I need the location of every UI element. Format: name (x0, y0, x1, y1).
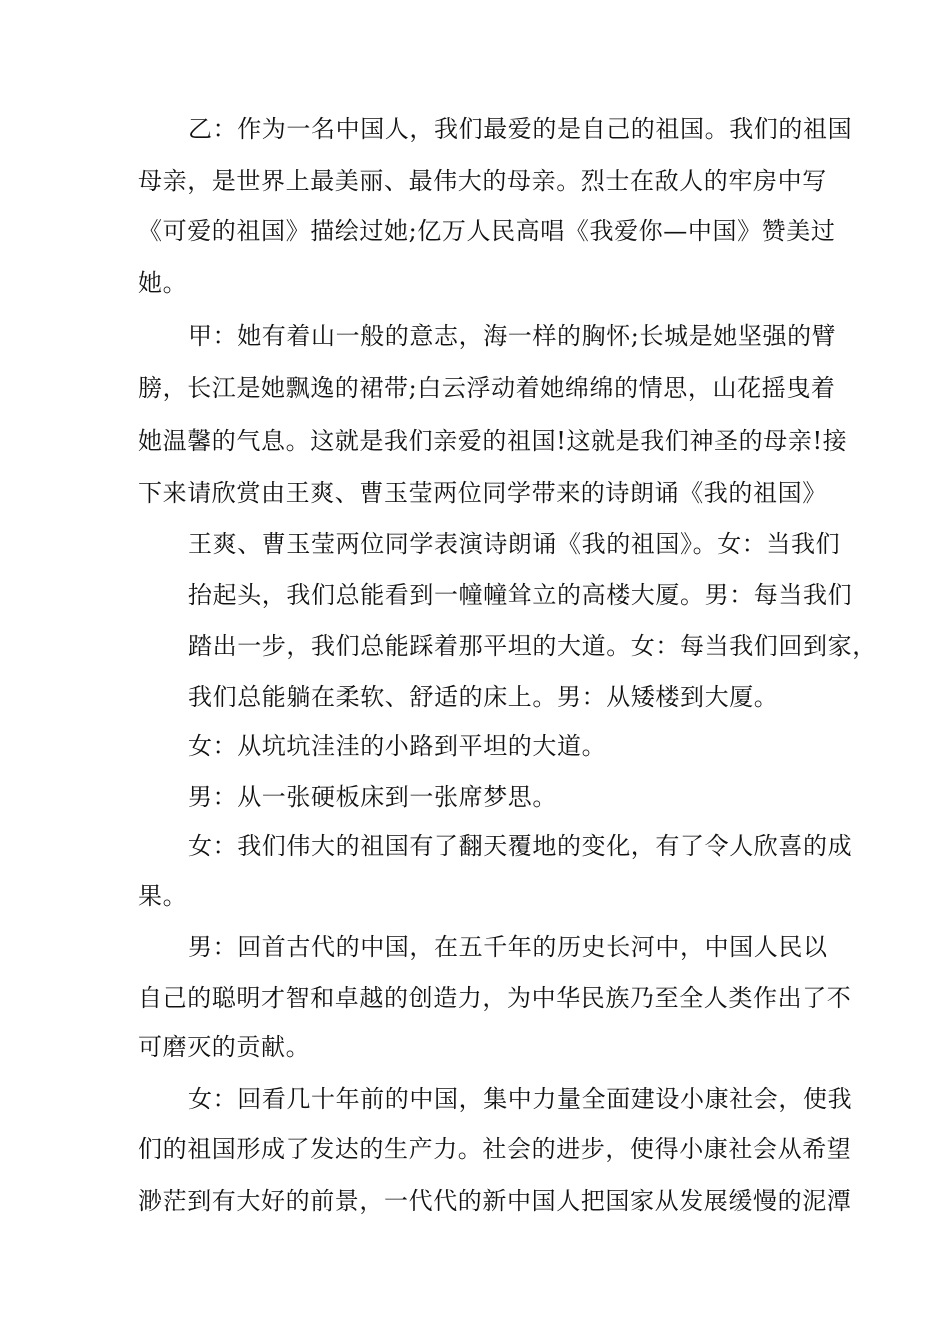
text-line-10: 抬起头，我们总能看到一幢幢耸立的高楼大厦。男：每当我们 (188, 581, 853, 609)
text-line-12: 我们总能躺在柔软、舒适的床上。男：从矮楼到大厦。 (188, 683, 779, 711)
text-line-20: 女：回看几十年前的中国，集中力量全面建设小康社会，使我 (188, 1085, 853, 1113)
text-line-17: 男：回首古代的中国，在五千年的历史长河中，中国人民以 (188, 933, 828, 961)
text-line-9: 王爽、曹玉莹两位同学表演诗朗诵《我的祖国》。女：当我们 (188, 530, 841, 558)
text-line-2: 母亲，是世界上最美丽、最伟大的母亲。烈士在敌人的牢房中写 (138, 167, 827, 195)
text-line-21: 们的祖国形成了发达的生产力。社会的进步，使得小康社会从希望 (138, 1135, 852, 1163)
text-line-18: 自己的聪明才智和卓越的创造力，为中华民族乃至全人类作出了不 (138, 984, 852, 1012)
text-line-16: 果。 (138, 882, 188, 910)
text-line-11: 踏出一步，我们总能踩着那平坦的大道。女：每当我们回到家， (188, 632, 877, 660)
text-line-4: 她。 (138, 269, 188, 297)
text-line-15: 女：我们伟大的祖国有了翻天覆地的变化，有了令人欣喜的成 (188, 832, 853, 860)
text-line-1: 乙：作为一名中国人，我们最爱的是自己的祖国。我们的祖国 (188, 115, 853, 143)
text-line-19: 可磨灭的贡献。 (138, 1033, 311, 1061)
text-line-7: 她温馨的气息。这就是我们亲爱的祖国!这就是我们神圣的母亲!接 (138, 427, 848, 455)
text-line-5: 甲：她有着山一般的意志，海一样的胸怀;长城是她坚强的臂 (188, 322, 837, 350)
text-line-3: 《可爱的祖国》描绘过她;亿万人民高唱《我爱你—中国》赞美过 (138, 217, 836, 245)
text-line-22: 渺茫到有大好的前景，一代代的新中国人把国家从发展缓慢的泥潭 (138, 1187, 852, 1215)
text-line-14: 男：从一张硬板床到一张席梦思。 (188, 783, 557, 811)
text-line-13: 女：从坑坑洼洼的小路到平坦的大道。 (188, 732, 607, 760)
text-line-6: 膀，长江是她飘逸的裙带;白云浮动着她绵绵的情思，山花摇曳着 (138, 374, 836, 402)
text-line-8: 下来请欣赏由王爽、曹玉莹两位同学带来的诗朗诵《我的祖国》 (138, 479, 827, 507)
